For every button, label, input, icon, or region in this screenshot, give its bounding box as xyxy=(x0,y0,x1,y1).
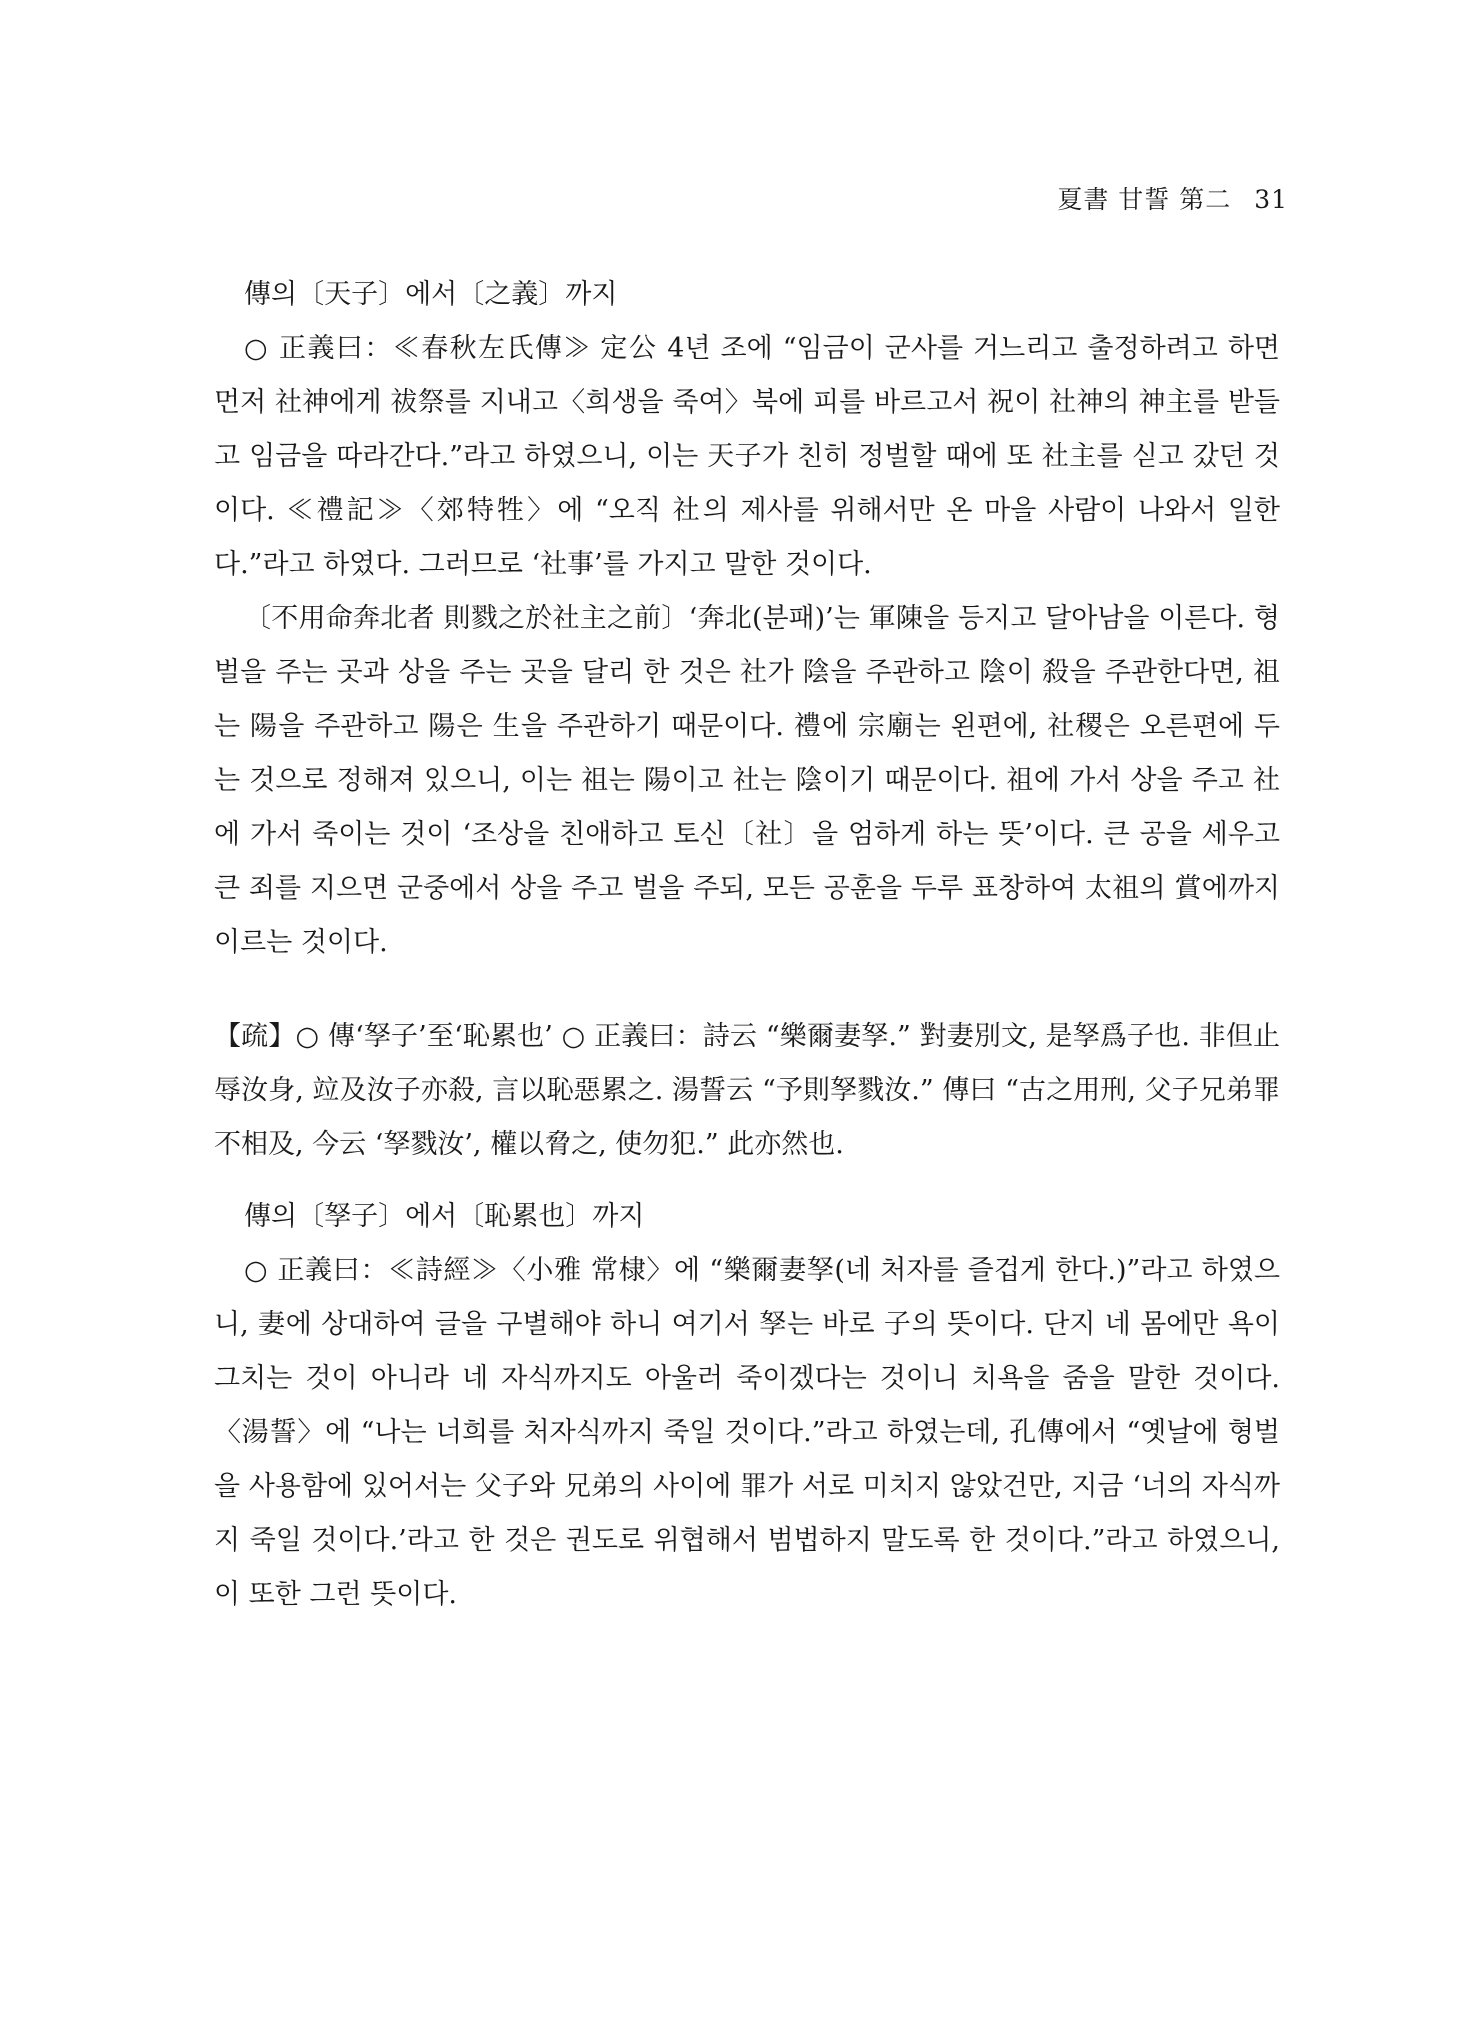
running-header xyxy=(1057,180,1288,216)
spacer xyxy=(214,1172,1280,1190)
body-text xyxy=(214,268,1280,1622)
page-number: 31 xyxy=(1254,185,1288,214)
section-heading: 傳의〔孥子〕에서〔恥累也〕까지 xyxy=(244,1201,645,1232)
spacer xyxy=(214,970,1280,1010)
commentary-paragraph: ○ 正義曰：≪春秋左氏傳≫ 定公 4년 조에 “임금이 군사를 거느리고 출정하려고 하면 먼저 社神에게 祓祭를 지내고〈희생을 죽여〉북에 피를 바르고서 祝이 社神의 神主를 받들고 임금을 따라간다.”라고 하였으니, 이는 天子가 친히 정벌할 때에 또 社主를 싣고 갔던 것이다. ≪禮記≫〈郊特牲〉에 “오직 社의 제사를 위해서만 온 마을 사람이 나와서 일한다.”라고 하였다. 그러므로 ‘社事’를 가지고 말한 것이다. xyxy=(214,333,1280,580)
shu-paragraph: 【疏】○ 傳‘孥子’至‘恥累也’ ○ 正義曰：詩云 “樂爾妻孥.” 對妻別文, 是孥爲子也. 非但止辱汝身, 竝及汝子亦殺, 言以恥惡累之. 湯誓云 “予則孥戮汝.” 傳曰 “古之用刑, 父子兄弟罪不相及, 今云 ‘孥戮汝’, 權以脅之, 使勿犯.” 此亦然也. xyxy=(214,1021,1280,1160)
commentary-paragraph: ○ 正義曰：≪詩經≫〈小雅 常棣〉에 “樂爾妻孥(네 처자를 즐겁게 한다.)”라고 하였으니, 妻에 상대하여 글을 구별해야 하니 여기서 孥는 바로 子의 뜻이다. 단지 네 몸에만 욕이 그치는 것이 아니라 네 자식까지도 아울러 죽이겠다는 것이니 치욕을 줌을 말한 것이다. 〈湯誓〉에 “나는 너희를 처자식까지 죽일 것이다.”라고 하였는데, 孔傳에서 “옛날에 형벌을 사용함에 있어서는 父子와 兄弟의 사이에 罪가 서로 미치지 않았건만, 지금 ‘너의 자식까지 죽일 것이다.’라고 한 것은 권도로 위협해서 범법하지 말도록 한 것이다.”라고 하였으니, 이 또한 그런 뜻이다. xyxy=(214,1255,1280,1610)
running-title: 夏書 甘誓 第二 xyxy=(1057,185,1232,214)
section-heading: 傳의〔天子〕에서〔之義〕까지 xyxy=(244,279,618,310)
commentary-paragraph: 〔不用命奔北者 則戮之於社主之前〕‘奔北(분패)’는 軍陳을 등지고 달아남을 이른다. 형벌을 주는 곳과 상을 주는 곳을 달리 한 것은 社가 陰을 주관하고 陰이 殺을 주관한다면, 祖는 陽을 주관하고 陽은 生을 주관하기 때문이다. 禮에 宗廟는 왼편에, 社稷은 오른편에 두는 것으로 정해져 있으니, 이는 祖는 陽이고 社는 陰이기 때문이다. 祖에 가서 상을 주고 社에 가서 죽이는 것이 ‘조상을 친애하고 토신〔社〕을 엄하게 하는 뜻’이다. 큰 공을 세우고 큰 죄를 지으면 군중에서 상을 주고 벌을 주되, 모든 공훈을 두루 표창하여 太祖의 賞에까지 이르는 것이다. xyxy=(214,603,1280,958)
